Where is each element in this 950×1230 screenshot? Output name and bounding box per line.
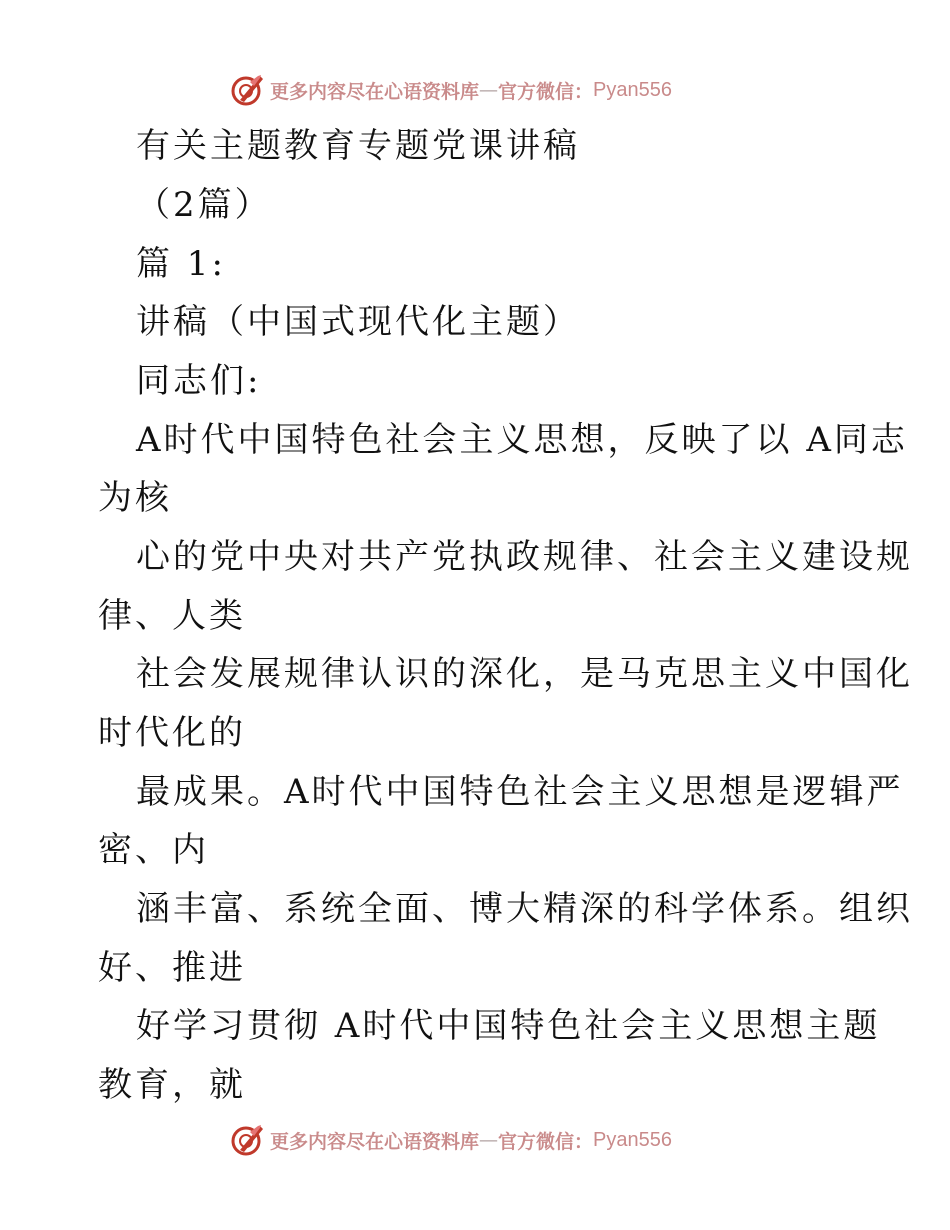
footer-wechat-id: Pyan556 [593,1128,672,1151]
paragraph-line: 好学习贯彻 A时代中国特色社会主义思想主题 [136,1006,881,1046]
header-wechat-label: 官方微信： [498,80,594,103]
paragraph-line: 社会发展规律认识的深化，是马克思主义中国化 [136,654,913,694]
document-subtitle: （2篇） [136,185,272,225]
footer-site-text: 更多内容尽在心语资料库 [270,1130,480,1153]
salutation: 同志们: [136,361,262,401]
header-dash: — [479,79,499,101]
paragraph-line: 教育，就 [98,1065,246,1105]
footer-dash: — [479,1129,499,1151]
paragraph-line: 最成果。A时代中国特色社会主义思想是逻辑严 [136,772,904,812]
header-site-text: 更多内容尽在心语资料库 [270,80,480,103]
document-title: 有关主题教育专题党课讲稿 [136,126,580,166]
footer-wechat-label: 官方微信： [498,1130,594,1153]
paragraph-line: A时代中国特色社会主义思想，反映了以 A同志 [136,420,908,460]
paragraph-line: 律、人类 [98,596,246,636]
paragraph-line: 涵丰富、系统全面、博大精深的科学体系。组织 [136,889,913,929]
section-title: 讲稿（中国式现代化主题） [136,302,580,342]
paragraph-line: 好、推进 [98,948,246,988]
paragraph-line: 心的党中央对共产党执政规律、社会主义建设规 [136,537,913,577]
header-wechat-id: Pyan556 [593,78,672,101]
paragraph-line: 密、内 [98,830,209,870]
section-label: 篇 1: [136,244,226,284]
footer-banner [230,1122,710,1158]
quill-pen-circle-logo-icon [230,1122,266,1158]
paragraph-line: 为核 [98,478,172,518]
paragraph-line: 时代化的 [98,713,246,753]
